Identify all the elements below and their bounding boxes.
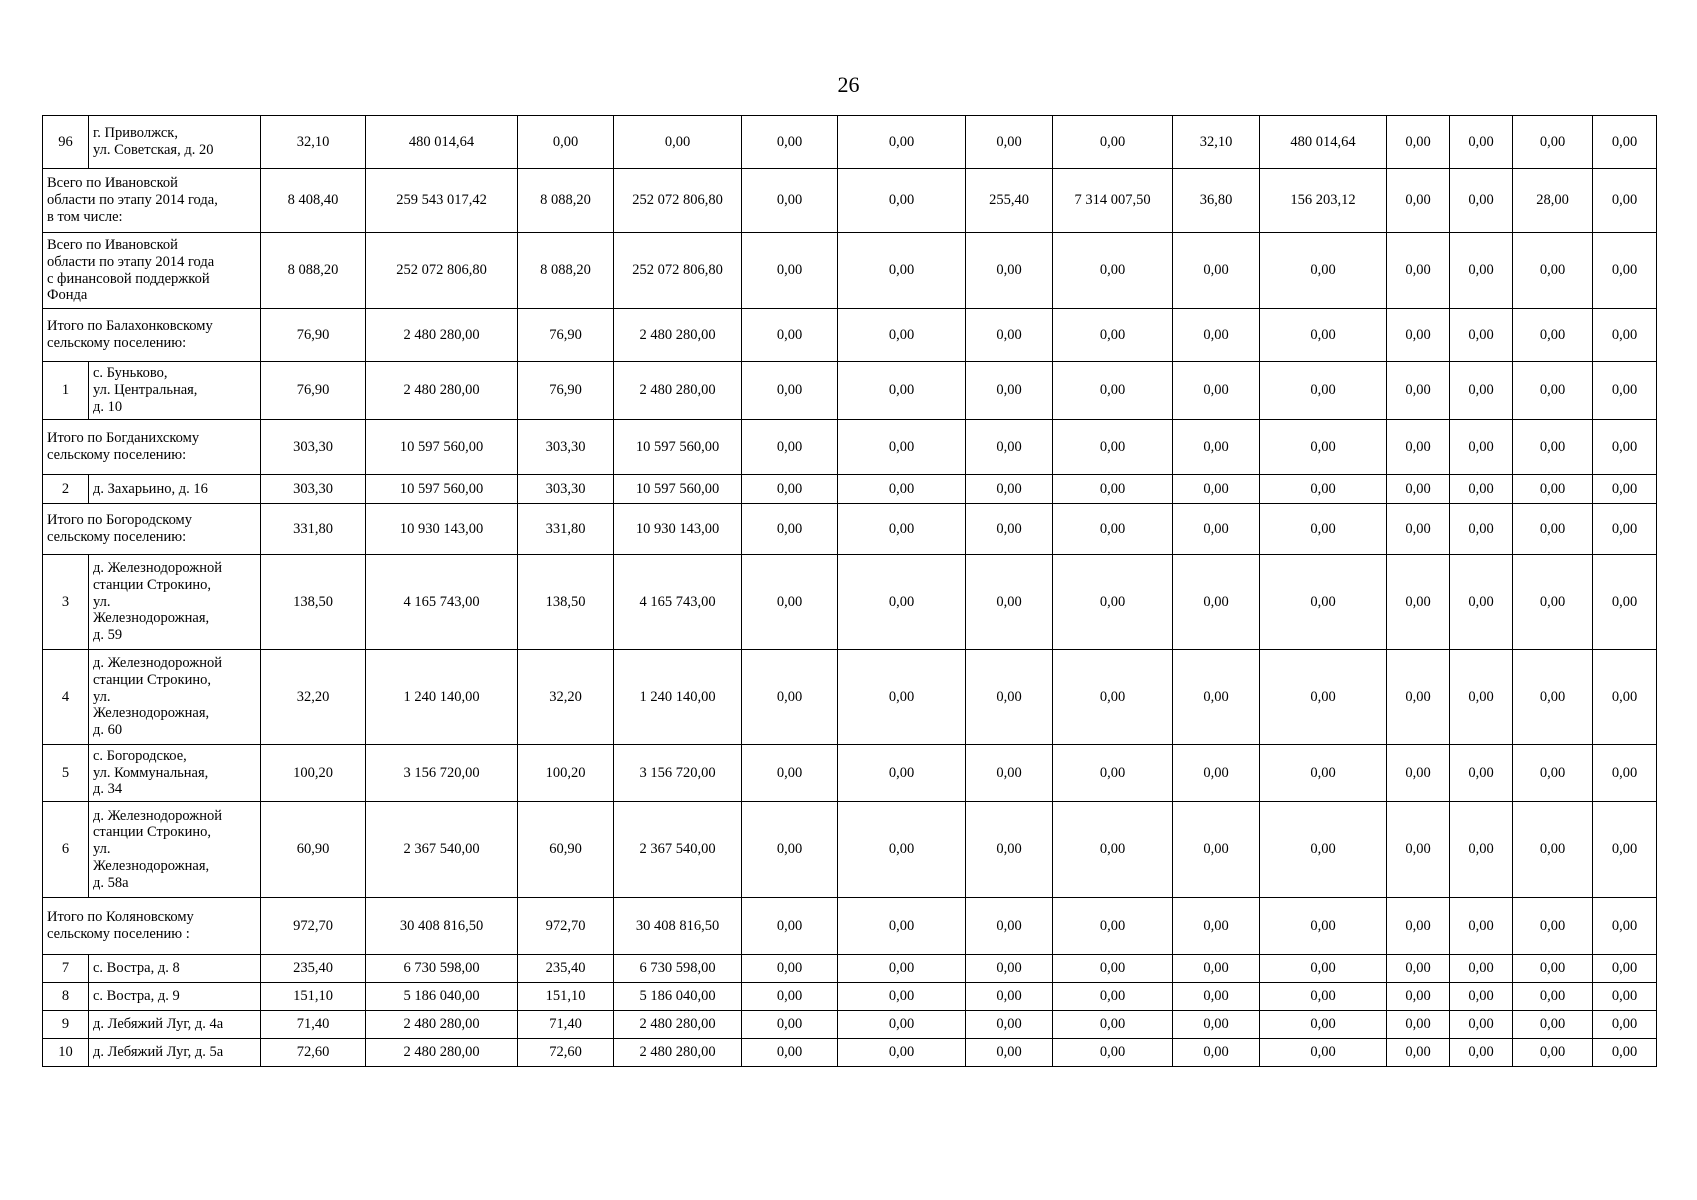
- value-cell: 303,30: [261, 475, 366, 504]
- table-row: [43, 955, 1657, 983]
- value-cell: 0,00: [1450, 955, 1513, 983]
- value-cell: 0,00: [966, 955, 1053, 983]
- value-cell: 0,00: [1513, 555, 1593, 650]
- value-cell: 235,40: [518, 955, 614, 983]
- value-cell: 0,00: [1387, 802, 1450, 898]
- value-cell: 2 480 280,00: [366, 309, 518, 362]
- value-cell: 303,30: [518, 475, 614, 504]
- value-cell: 10 930 143,00: [614, 504, 742, 555]
- value-cell: 0,00: [1173, 1011, 1260, 1039]
- row-number: 6: [43, 802, 89, 898]
- value-cell: 0,00: [1053, 1011, 1173, 1039]
- value-cell: 0,00: [742, 650, 838, 745]
- value-cell: 36,80: [1173, 169, 1260, 233]
- value-cell: 0,00: [1173, 1039, 1260, 1067]
- value-cell: 0,00: [1173, 898, 1260, 955]
- table-total-row: [43, 420, 1657, 475]
- value-cell: 0,00: [1593, 650, 1657, 745]
- value-cell: 0,00: [838, 1039, 966, 1067]
- value-cell: 0,00: [1593, 802, 1657, 898]
- value-cell: 0,00: [742, 1011, 838, 1039]
- address-cell: д. Лебяжий Луг, д. 4а: [89, 1011, 261, 1039]
- value-cell: 0,00: [1053, 420, 1173, 475]
- table-row: [43, 555, 1657, 650]
- value-cell: 138,50: [518, 555, 614, 650]
- value-cell: 8 088,20: [518, 233, 614, 309]
- value-cell: 0,00: [1593, 1039, 1657, 1067]
- value-cell: 0,00: [1450, 983, 1513, 1011]
- address-cell: д. Железнодорожной станции Строкино, ул. Железнодорожная, д. 58а: [89, 802, 261, 898]
- value-cell: 0,00: [742, 169, 838, 233]
- value-cell: 0,00: [1260, 555, 1387, 650]
- table-row: [43, 475, 1657, 504]
- total-label: Итого по Коляновскому сельскому поселению :: [43, 898, 261, 955]
- value-cell: 0,00: [966, 1039, 1053, 1067]
- value-cell: 0,00: [1450, 504, 1513, 555]
- value-cell: 71,40: [261, 1011, 366, 1039]
- total-label: Итого по Балахонковскому сельскому поселению:: [43, 309, 261, 362]
- value-cell: 0,00: [1513, 898, 1593, 955]
- value-cell: 0,00: [1450, 233, 1513, 309]
- address-cell: с. Богородское, ул. Коммунальная, д. 34: [89, 745, 261, 802]
- value-cell: 0,00: [1513, 1011, 1593, 1039]
- value-cell: 0,00: [966, 233, 1053, 309]
- value-cell: 0,00: [1053, 555, 1173, 650]
- value-cell: 0,00: [1260, 898, 1387, 955]
- value-cell: 0,00: [966, 420, 1053, 475]
- value-cell: 0,00: [1593, 955, 1657, 983]
- value-cell: 0,00: [1450, 745, 1513, 802]
- value-cell: 0,00: [1387, 898, 1450, 955]
- value-cell: 0,00: [838, 650, 966, 745]
- value-cell: 0,00: [1260, 1039, 1387, 1067]
- value-cell: 8 088,20: [261, 233, 366, 309]
- value-cell: 10 597 560,00: [614, 475, 742, 504]
- value-cell: 156 203,12: [1260, 169, 1387, 233]
- value-cell: 1 240 140,00: [614, 650, 742, 745]
- value-cell: 0,00: [1173, 420, 1260, 475]
- value-cell: 4 165 743,00: [366, 555, 518, 650]
- value-cell: 0,00: [1387, 420, 1450, 475]
- value-cell: 0,00: [1513, 309, 1593, 362]
- value-cell: 100,20: [518, 745, 614, 802]
- value-cell: 8 408,40: [261, 169, 366, 233]
- value-cell: 0,00: [742, 898, 838, 955]
- value-cell: 5 186 040,00: [614, 983, 742, 1011]
- value-cell: 480 014,64: [366, 116, 518, 169]
- value-cell: 0,00: [742, 955, 838, 983]
- value-cell: 60,90: [518, 802, 614, 898]
- value-cell: 2 367 540,00: [614, 802, 742, 898]
- row-number: 10: [43, 1039, 89, 1067]
- value-cell: 252 072 806,80: [366, 233, 518, 309]
- value-cell: 0,00: [742, 475, 838, 504]
- table-total-row: [43, 233, 1657, 309]
- total-label: Итого по Богородскому сельскому поселению:: [43, 504, 261, 555]
- value-cell: 0,00: [1173, 955, 1260, 983]
- value-cell: 0,00: [1387, 504, 1450, 555]
- total-label: Всего по Ивановской области по этапу 2014 года с финансовой поддержкой Фонда: [43, 233, 261, 309]
- value-cell: 30 408 816,50: [366, 898, 518, 955]
- value-cell: 0,00: [1593, 116, 1657, 169]
- value-cell: 0,00: [1450, 802, 1513, 898]
- value-cell: 0,00: [1173, 802, 1260, 898]
- value-cell: 0,00: [1387, 169, 1450, 233]
- row-number: 7: [43, 955, 89, 983]
- value-cell: 0,00: [966, 983, 1053, 1011]
- value-cell: 0,00: [1053, 309, 1173, 362]
- address-cell: с. Востра, д. 9: [89, 983, 261, 1011]
- value-cell: 10 597 560,00: [614, 420, 742, 475]
- address-cell: г. Приволжск, ул. Советская, д. 20: [89, 116, 261, 169]
- address-cell: д. Железнодорожной станции Строкино, ул. Железнодорожная, д. 60: [89, 650, 261, 745]
- value-cell: 0,00: [1513, 955, 1593, 983]
- value-cell: 2 480 280,00: [614, 1039, 742, 1067]
- value-cell: 2 480 280,00: [366, 362, 518, 420]
- value-cell: 0,00: [1450, 1039, 1513, 1067]
- value-cell: 0,00: [838, 555, 966, 650]
- table-row: [43, 362, 1657, 420]
- value-cell: 6 730 598,00: [366, 955, 518, 983]
- row-number: 2: [43, 475, 89, 504]
- total-label: Итого по Богданихскому сельскому поселению:: [43, 420, 261, 475]
- value-cell: 972,70: [518, 898, 614, 955]
- value-cell: 72,60: [518, 1039, 614, 1067]
- value-cell: 303,30: [518, 420, 614, 475]
- value-cell: 0,00: [1593, 475, 1657, 504]
- value-cell: 0,00: [1053, 1039, 1173, 1067]
- value-cell: 0,00: [1513, 233, 1593, 309]
- value-cell: 0,00: [966, 745, 1053, 802]
- value-cell: 0,00: [1260, 955, 1387, 983]
- value-cell: 0,00: [838, 745, 966, 802]
- value-cell: 151,10: [261, 983, 366, 1011]
- value-cell: 0,00: [1260, 504, 1387, 555]
- value-cell: 0,00: [1260, 983, 1387, 1011]
- value-cell: 0,00: [1387, 555, 1450, 650]
- value-cell: 0,00: [742, 1039, 838, 1067]
- value-cell: 0,00: [1513, 650, 1593, 745]
- row-number: 3: [43, 555, 89, 650]
- value-cell: 0,00: [614, 116, 742, 169]
- value-cell: 0,00: [1387, 475, 1450, 504]
- value-cell: 0,00: [838, 983, 966, 1011]
- value-cell: 0,00: [838, 504, 966, 555]
- table-total-row: [43, 169, 1657, 233]
- value-cell: 0,00: [1593, 898, 1657, 955]
- value-cell: 0,00: [1450, 309, 1513, 362]
- value-cell: 0,00: [742, 983, 838, 1011]
- value-cell: 0,00: [742, 116, 838, 169]
- value-cell: 10 597 560,00: [366, 420, 518, 475]
- value-cell: 331,80: [261, 504, 366, 555]
- total-label: Всего по Ивановской области по этапу 2014 года, в том числе:: [43, 169, 261, 233]
- value-cell: 7 314 007,50: [1053, 169, 1173, 233]
- value-cell: 0,00: [1513, 983, 1593, 1011]
- value-cell: 0,00: [838, 233, 966, 309]
- value-cell: 255,40: [966, 169, 1053, 233]
- value-cell: 0,00: [1387, 1039, 1450, 1067]
- table-row: [43, 983, 1657, 1011]
- value-cell: 0,00: [1387, 745, 1450, 802]
- value-cell: 0,00: [1053, 233, 1173, 309]
- value-cell: 30 408 816,50: [614, 898, 742, 955]
- value-cell: 0,00: [1593, 504, 1657, 555]
- row-number: 1: [43, 362, 89, 420]
- value-cell: 0,00: [1513, 504, 1593, 555]
- value-cell: 100,20: [261, 745, 366, 802]
- value-cell: 0,00: [1593, 169, 1657, 233]
- value-cell: 0,00: [1387, 116, 1450, 169]
- value-cell: 252 072 806,80: [614, 233, 742, 309]
- value-cell: 2 480 280,00: [366, 1011, 518, 1039]
- value-cell: 0,00: [1173, 555, 1260, 650]
- value-cell: 151,10: [518, 983, 614, 1011]
- housing-program-table: [42, 115, 1657, 1067]
- value-cell: 0,00: [1053, 898, 1173, 955]
- address-cell: д. Железнодорожной станции Строкино, ул. Железнодорожная, д. 59: [89, 555, 261, 650]
- value-cell: 0,00: [1053, 475, 1173, 504]
- value-cell: 0,00: [838, 362, 966, 420]
- value-cell: 0,00: [1173, 233, 1260, 309]
- value-cell: 0,00: [1593, 309, 1657, 362]
- value-cell: 0,00: [1053, 802, 1173, 898]
- value-cell: 76,90: [518, 309, 614, 362]
- value-cell: 0,00: [1593, 983, 1657, 1011]
- value-cell: 303,30: [261, 420, 366, 475]
- value-cell: 0,00: [1593, 362, 1657, 420]
- value-cell: 0,00: [838, 955, 966, 983]
- value-cell: 0,00: [1450, 362, 1513, 420]
- value-cell: 32,20: [261, 650, 366, 745]
- value-cell: 32,10: [1173, 116, 1260, 169]
- value-cell: 0,00: [1450, 116, 1513, 169]
- value-cell: 0,00: [1053, 116, 1173, 169]
- value-cell: 0,00: [1260, 745, 1387, 802]
- address-cell: д. Лебяжий Луг, д. 5а: [89, 1039, 261, 1067]
- value-cell: 0,00: [1387, 309, 1450, 362]
- value-cell: 0,00: [966, 309, 1053, 362]
- value-cell: 259 543 017,42: [366, 169, 518, 233]
- value-cell: 0,00: [966, 650, 1053, 745]
- value-cell: 972,70: [261, 898, 366, 955]
- value-cell: 0,00: [838, 802, 966, 898]
- value-cell: 0,00: [1513, 420, 1593, 475]
- value-cell: 0,00: [966, 116, 1053, 169]
- value-cell: 0,00: [1260, 650, 1387, 745]
- value-cell: 0,00: [838, 475, 966, 504]
- value-cell: 10 597 560,00: [366, 475, 518, 504]
- value-cell: 2 480 280,00: [366, 1039, 518, 1067]
- value-cell: 0,00: [742, 745, 838, 802]
- value-cell: 138,50: [261, 555, 366, 650]
- value-cell: 0,00: [1513, 802, 1593, 898]
- value-cell: 0,00: [1053, 504, 1173, 555]
- value-cell: 331,80: [518, 504, 614, 555]
- value-cell: 0,00: [1450, 169, 1513, 233]
- value-cell: 28,00: [1513, 169, 1593, 233]
- value-cell: 0,00: [838, 169, 966, 233]
- value-cell: 0,00: [1053, 983, 1173, 1011]
- value-cell: 0,00: [1053, 955, 1173, 983]
- value-cell: 32,10: [261, 116, 366, 169]
- value-cell: 76,90: [261, 309, 366, 362]
- value-cell: 0,00: [1053, 650, 1173, 745]
- value-cell: 0,00: [1173, 309, 1260, 362]
- value-cell: 3 156 720,00: [614, 745, 742, 802]
- value-cell: 0,00: [1593, 233, 1657, 309]
- value-cell: 0,00: [1053, 362, 1173, 420]
- address-cell: с. Востра, д. 8: [89, 955, 261, 983]
- value-cell: 0,00: [742, 309, 838, 362]
- value-cell: 0,00: [518, 116, 614, 169]
- address-cell: д. Захарьино, д. 16: [89, 475, 261, 504]
- value-cell: 0,00: [742, 233, 838, 309]
- value-cell: 0,00: [1513, 745, 1593, 802]
- value-cell: 0,00: [1593, 745, 1657, 802]
- value-cell: 0,00: [966, 1011, 1053, 1039]
- value-cell: 0,00: [1260, 1011, 1387, 1039]
- value-cell: 0,00: [1260, 233, 1387, 309]
- value-cell: 76,90: [261, 362, 366, 420]
- value-cell: 0,00: [1260, 475, 1387, 504]
- value-cell: 0,00: [742, 362, 838, 420]
- value-cell: 0,00: [966, 475, 1053, 504]
- value-cell: 0,00: [1513, 116, 1593, 169]
- page-number: 26: [837, 72, 860, 97]
- value-cell: 0,00: [1387, 362, 1450, 420]
- value-cell: 0,00: [1450, 555, 1513, 650]
- value-cell: 6 730 598,00: [614, 955, 742, 983]
- value-cell: 71,40: [518, 1011, 614, 1039]
- row-number: 5: [43, 745, 89, 802]
- table-row: [43, 1011, 1657, 1039]
- value-cell: 0,00: [966, 898, 1053, 955]
- value-cell: 0,00: [1450, 898, 1513, 955]
- value-cell: 0,00: [1593, 555, 1657, 650]
- value-cell: 0,00: [1387, 233, 1450, 309]
- value-cell: 0,00: [742, 504, 838, 555]
- value-cell: 0,00: [966, 362, 1053, 420]
- value-cell: 0,00: [1450, 1011, 1513, 1039]
- row-number: 8: [43, 983, 89, 1011]
- value-cell: 0,00: [966, 555, 1053, 650]
- value-cell: 0,00: [742, 420, 838, 475]
- value-cell: 0,00: [1450, 475, 1513, 504]
- value-cell: 0,00: [742, 555, 838, 650]
- value-cell: 32,20: [518, 650, 614, 745]
- value-cell: 0,00: [1173, 745, 1260, 802]
- value-cell: 2 480 280,00: [614, 1011, 742, 1039]
- table-row: [43, 1039, 1657, 1067]
- value-cell: 252 072 806,80: [614, 169, 742, 233]
- table-total-row: [43, 309, 1657, 362]
- value-cell: 0,00: [838, 420, 966, 475]
- value-cell: 0,00: [742, 802, 838, 898]
- value-cell: 0,00: [966, 504, 1053, 555]
- address-cell: с. Буньково, ул. Центральная, д. 10: [89, 362, 261, 420]
- value-cell: 0,00: [1387, 983, 1450, 1011]
- value-cell: 0,00: [838, 309, 966, 362]
- value-cell: 0,00: [838, 898, 966, 955]
- value-cell: 60,90: [261, 802, 366, 898]
- value-cell: 0,00: [1513, 475, 1593, 504]
- value-cell: 0,00: [1387, 955, 1450, 983]
- value-cell: 0,00: [1450, 650, 1513, 745]
- value-cell: 8 088,20: [518, 169, 614, 233]
- value-cell: 2 480 280,00: [614, 362, 742, 420]
- value-cell: 0,00: [1593, 420, 1657, 475]
- value-cell: 0,00: [838, 1011, 966, 1039]
- table-row: [43, 116, 1657, 169]
- row-number: 96: [43, 116, 89, 169]
- value-cell: 5 186 040,00: [366, 983, 518, 1011]
- value-cell: 76,90: [518, 362, 614, 420]
- value-cell: 0,00: [1387, 1011, 1450, 1039]
- value-cell: 0,00: [1173, 475, 1260, 504]
- row-number: 9: [43, 1011, 89, 1039]
- value-cell: 0,00: [1513, 1039, 1593, 1067]
- value-cell: 0,00: [1260, 420, 1387, 475]
- value-cell: 0,00: [1173, 504, 1260, 555]
- value-cell: 10 930 143,00: [366, 504, 518, 555]
- value-cell: 0,00: [1593, 1011, 1657, 1039]
- value-cell: 0,00: [1260, 309, 1387, 362]
- value-cell: 2 480 280,00: [614, 309, 742, 362]
- value-cell: 0,00: [1450, 420, 1513, 475]
- table-total-row: [43, 504, 1657, 555]
- value-cell: 0,00: [1387, 650, 1450, 745]
- value-cell: 0,00: [1260, 362, 1387, 420]
- value-cell: 0,00: [1260, 802, 1387, 898]
- table-total-row: [43, 898, 1657, 955]
- value-cell: 1 240 140,00: [366, 650, 518, 745]
- value-cell: 3 156 720,00: [366, 745, 518, 802]
- value-cell: 0,00: [1173, 650, 1260, 745]
- value-cell: 0,00: [1053, 745, 1173, 802]
- value-cell: 72,60: [261, 1039, 366, 1067]
- table-row: [43, 745, 1657, 802]
- value-cell: 0,00: [1173, 362, 1260, 420]
- value-cell: 0,00: [1173, 983, 1260, 1011]
- table-row: [43, 650, 1657, 745]
- value-cell: 4 165 743,00: [614, 555, 742, 650]
- value-cell: 0,00: [966, 802, 1053, 898]
- value-cell: 235,40: [261, 955, 366, 983]
- table-row: [43, 802, 1657, 898]
- value-cell: 2 367 540,00: [366, 802, 518, 898]
- table-body: [43, 116, 1657, 1067]
- value-cell: 480 014,64: [1260, 116, 1387, 169]
- value-cell: 0,00: [838, 116, 966, 169]
- value-cell: 0,00: [1513, 362, 1593, 420]
- row-number: 4: [43, 650, 89, 745]
